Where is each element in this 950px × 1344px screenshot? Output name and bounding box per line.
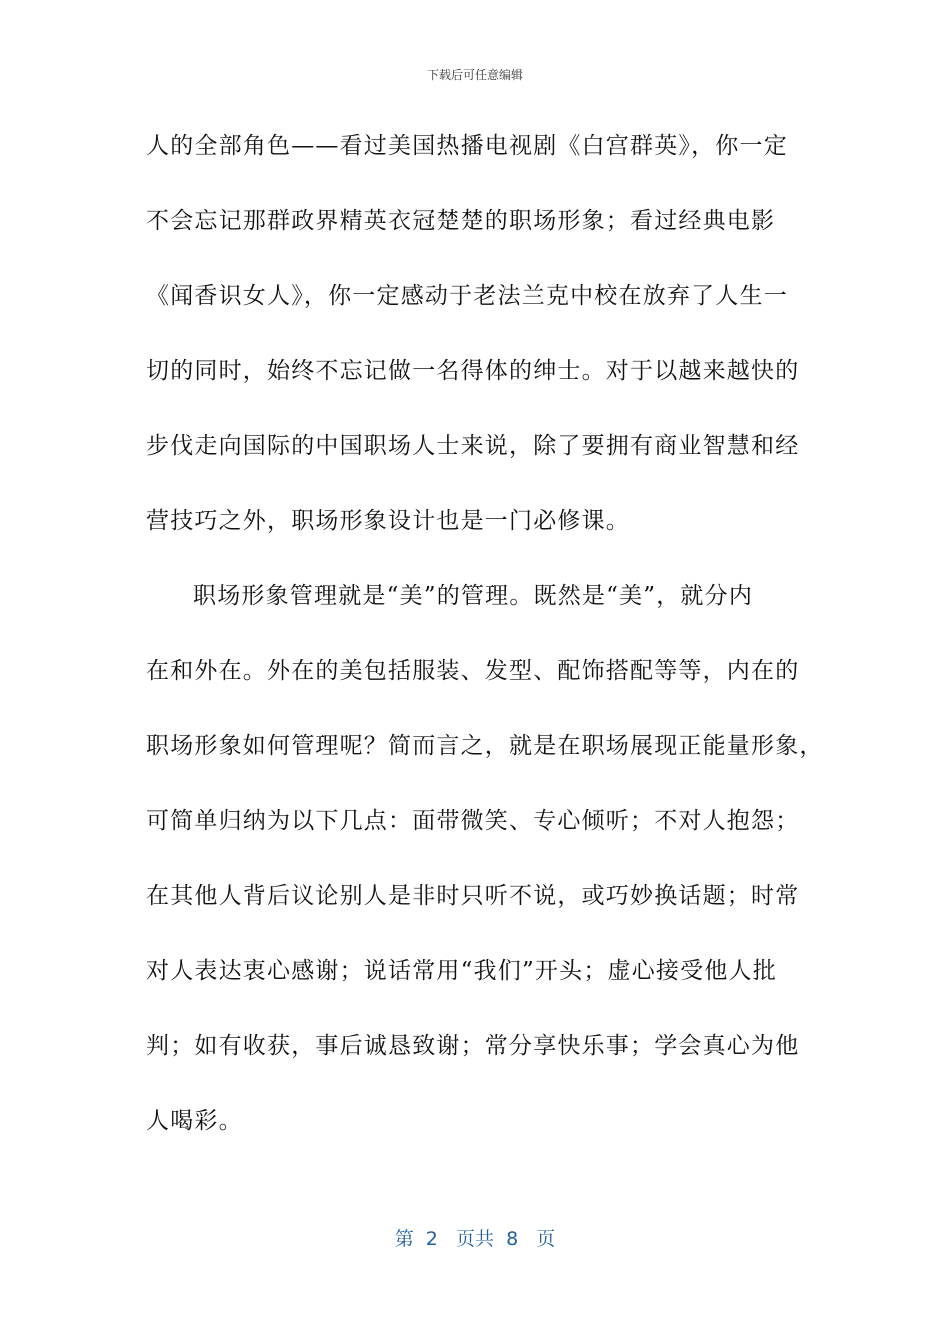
text-line: 职场形象如何管理呢？简而言之，就是在职场展现正能量形象，	[146, 733, 824, 759]
text-line: 不会忘记那群政界精英衣冠楚楚的职场形象；看过经典电影	[146, 208, 776, 234]
paragraph-start-line: 职场形象管理就是“美”的管理。既然是“美”，就分内	[193, 583, 754, 609]
text-line: 对人表达衷心感谢；说话常用“我们”开头；虚心接受他人批	[146, 958, 777, 984]
header-note: 下载后可任意编辑	[426, 68, 523, 82]
text-line: 营技巧之外，职场形象设计也是一门必修课。	[146, 508, 630, 534]
text-line: 可简单归纳为以下几点：面带微笑、专心倾听；不对人抱怨；	[146, 808, 800, 834]
text-line: 判；如有收获，事后诚恳致谢；常分享快乐事；学会真心为他	[146, 1033, 800, 1059]
document-body	[146, 120, 824, 1170]
page-number-footer: 第 2 页共 8 页	[394, 1228, 556, 1250]
text-line: 人的全部角色——看过美国热播电视剧《白宫群英》，你一定	[146, 133, 788, 159]
text-line: 在和外在。外在的美包括服装、发型、配饰搭配等等，内在的	[146, 658, 800, 684]
text-line: 步伐走向国际的中国职场人士来说，除了要拥有商业智慧和经	[146, 433, 800, 459]
text-line: 人喝彩。	[146, 1108, 243, 1134]
text-line: 切的同时，始终不忘记做一名得体的绅士。对于以越来越快的	[146, 358, 800, 384]
text-line: 《闻香识女人》，你一定感动于老法兰克中校在放弃了人生一	[146, 283, 788, 309]
text-line: 在其他人背后议论别人是非时只听不说，或巧妙换话题；时常	[146, 883, 800, 909]
